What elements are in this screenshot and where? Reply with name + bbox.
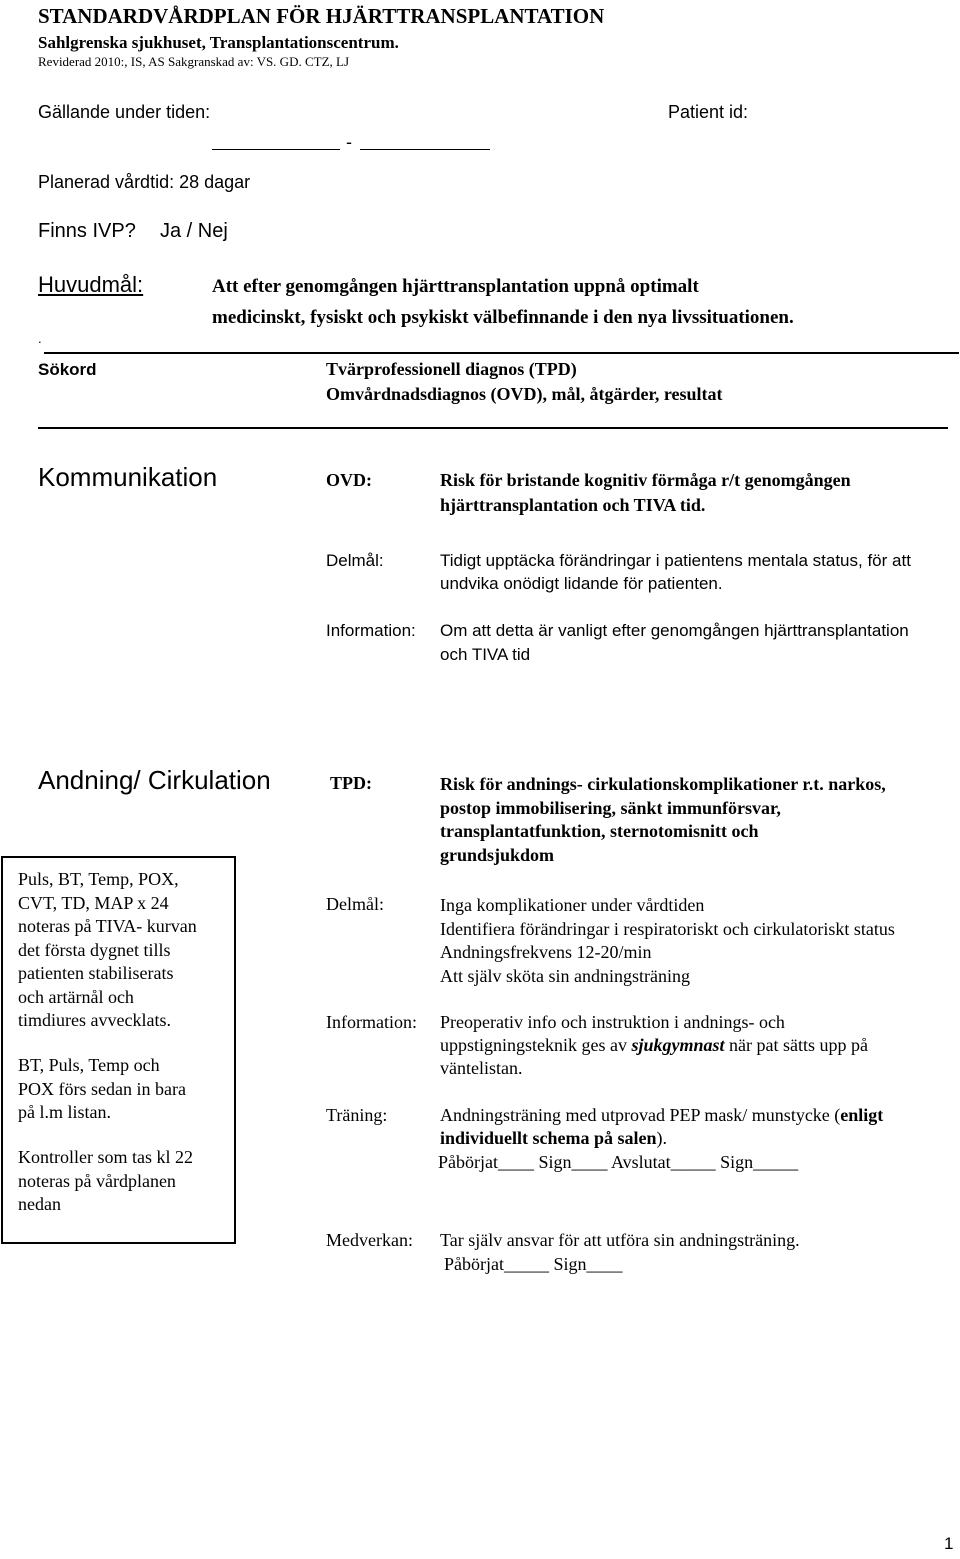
valid-period-label: Gällande under tiden: xyxy=(38,102,211,122)
andning-info-line-2 xyxy=(440,1035,868,1056)
monitoring-info-paragraph-3: Kontroller som tas kl 22 noteras på vårdplanen nedan xyxy=(18,1147,193,1214)
main-goal-line-2: medicinskt, fysiskt och psykiskt välbefinnande i den nya livssituationen. xyxy=(212,307,794,328)
andning-delmal-label: Delmål: xyxy=(326,894,384,914)
kommunikation-info-label: Information: xyxy=(326,621,416,640)
header-bottom-rule xyxy=(38,427,948,429)
andning-traning-line-1-bold: enligt xyxy=(840,1105,884,1125)
monitoring-info-box xyxy=(1,856,236,1244)
andning-traning-line-1-start: Andningsträning med utprovad PEP mask/ munstycke ( xyxy=(440,1105,841,1125)
kommunikation-ovd-label: OVD: xyxy=(326,470,372,490)
document-title: STANDARDVÅRDPLAN FÖR HJÄRTTRANSPLANTATION xyxy=(38,4,605,28)
andning-tpd-text: Risk för andnings- cirkulationskomplikationer r.t. narkos, postop immobilisering, sänkt immunförsvar, transplantatfunktion, sternotomisnitt och grundsjukdom xyxy=(440,774,886,865)
keyword-column-label: Sökord xyxy=(38,360,97,379)
kommunikation-delmal-label: Delmål: xyxy=(326,551,384,570)
section-heading-kommunikation: Kommunikation xyxy=(38,462,218,492)
andning-tpd-label: TPD: xyxy=(330,773,372,793)
ivp-options[interactable]: Ja / Nej xyxy=(160,220,228,242)
separator-dot: . xyxy=(38,331,42,346)
andning-traning-line-2 xyxy=(440,1128,667,1149)
kommunikation-delmal-line-2: undvika onödigt lidande för patienten. xyxy=(440,574,723,593)
diagnosis-header-line-2: Omvårdnadsdiagnos (OVD), mål, åtgärder, resultat xyxy=(326,384,723,404)
andning-delmal-text: Inga komplikationer under vårdtiden Identifiera förändringar i respiratoriskt och cirkulatoriskt status Andningsfrekvens 12-20/min Att själv sköta sin andningsträning xyxy=(440,895,895,986)
valid-from-field[interactable] xyxy=(212,149,340,150)
main-goal-label: Huvudmål: xyxy=(38,272,144,297)
patient-id-label: Patient id: xyxy=(668,102,749,122)
revision-info: Reviderad 2010:, IS, AS Sakgranskad av: VS. GD. CTZ, LJ xyxy=(38,54,350,69)
header-top-rule xyxy=(44,352,959,354)
monitoring-info-paragraph-2: BT, Puls, Temp och POX förs sedan in bara på l.m listan. xyxy=(18,1055,186,1122)
monitoring-info-paragraph-1: Puls, BT, Temp, POX, CVT, TD, MAP x 24 noteras på TIVA- kurvan det första dygnet tills patienten stabiliserats och artärnål och timdiures avvecklats. xyxy=(18,869,197,1030)
andning-info-line-2-start: uppstigningsteknik ges av xyxy=(440,1035,632,1055)
kommunikation-info-line-1: Om att detta är vanligt efter genomgången hjärttransplantation xyxy=(440,621,909,640)
andning-traning-signature-line[interactable]: Påbörjat____ Sign____ Avslutat_____ Sign_____ xyxy=(438,1152,799,1172)
andning-medverkan-signature-line[interactable]: Påbörjat_____ Sign____ xyxy=(444,1254,623,1274)
andning-info-line-2-end: när pat sätts upp på xyxy=(724,1035,868,1055)
andning-traning-line-1 xyxy=(440,1105,883,1126)
ivp-question: Finns IVP? xyxy=(38,220,136,242)
andning-info-emphasis: sjukgymnast xyxy=(631,1035,725,1055)
page-number: 1 xyxy=(944,1534,954,1553)
institution: Sahlgrenska sjukhuset, Transplantationscentrum. xyxy=(38,33,399,52)
andning-info-line-1: Preoperativ info och instruktion i andnings- och xyxy=(440,1012,785,1032)
kommunikation-delmal-line-1: Tidigt upptäcka förändringar i patientens mentala status, för att xyxy=(440,551,911,570)
main-goal-line-1: Att efter genomgången hjärttransplantation uppnå optimalt xyxy=(212,276,699,297)
andning-medverkan-label: Medverkan: xyxy=(326,1230,413,1250)
planned-care-time: Planerad vårdtid: 28 dagar xyxy=(38,172,251,192)
andning-info-line-3: väntelistan. xyxy=(440,1058,523,1078)
andning-traning-line-2-bold: individuellt schema på salen xyxy=(440,1128,657,1148)
kommunikation-info-line-2: och TIVA tid xyxy=(440,645,531,664)
period-dash: - xyxy=(346,132,352,152)
kommunikation-ovd-line-2: hjärttransplantation och TIVA tid. xyxy=(440,495,706,515)
andning-traning-line-2-end: ). xyxy=(656,1128,668,1148)
diagnosis-header-line-1: Tvärprofessionell diagnos (TPD) xyxy=(326,359,577,379)
andning-info-label: Information: xyxy=(326,1012,417,1032)
valid-to-field[interactable] xyxy=(360,149,490,150)
andning-medverkan-line-1: Tar själv ansvar för att utföra sin andningsträning. xyxy=(440,1230,800,1250)
kommunikation-ovd-line-1: Risk för bristande kognitiv förmåga r/t genomgången xyxy=(440,470,851,490)
section-heading-andning-cirkulation: Andning/ Cirkulation xyxy=(38,765,271,795)
andning-traning-label: Träning: xyxy=(326,1105,388,1125)
